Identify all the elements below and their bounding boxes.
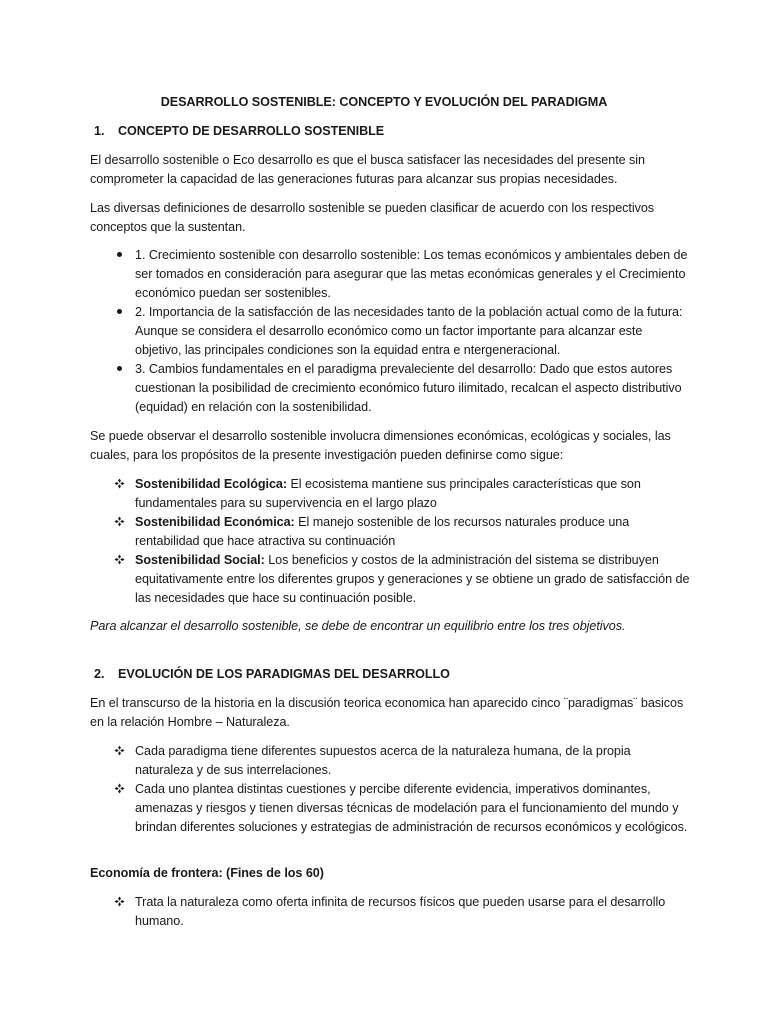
list-item xyxy=(90,513,690,551)
section-1-paragraph-3: Se puede observar el desarrollo sostenible involucra dimensiones económicas, ecológicas y sociales, las cuales, para los propósitos de la presente investigación pueden definirse como sigue: xyxy=(90,429,671,462)
dimension-term: Sostenibilidad Económica: xyxy=(135,515,295,529)
section-2-heading xyxy=(94,665,450,684)
list-item-text: Trata la naturaleza como oferta infinita de recursos físicos que pueden usarse para el desarrollo humano. xyxy=(135,895,666,928)
dimension-text: El manejo sostenible de los recursos naturales produce una rentabilidad que hace atractiva su continuación xyxy=(135,515,630,548)
list-item-text: 1. Crecimiento sostenible con desarrollo sostenible: Los temas económicos y ambientales deben de ser tomados en consideración para asegurar que las metas económicas generales y el Crecimiento económico puedan ser sostenibles. xyxy=(135,248,688,300)
four-diamond-bullet-icon xyxy=(114,783,125,794)
dimension-term: Sostenibilidad Ecológica: xyxy=(135,477,287,491)
italic-note: Para alcanzar el desarrollo sostenible, se debe de encontrar un equilibrio entre los tres objetivos. xyxy=(90,619,626,633)
section-1-paragraph-2: Las diversas definiciones de desarrollo sostenible se pueden clasificar de acuerdo con los respectivos conceptos que la sustentan. xyxy=(90,201,655,234)
section-1-number: 1. xyxy=(94,124,105,138)
four-diamond-bullet-icon xyxy=(114,516,125,527)
list-item-text: Cada paradigma tiene diferentes supuestos acerca de la naturaleza humana, de la propia naturaleza y de sus interrelaciones. xyxy=(135,744,631,777)
four-diamond-bullet-icon xyxy=(114,554,125,565)
section-1-paragraph-1: El desarrollo sostenible o Eco desarrollo es que el busca satisfacer las necesidades del presente sin comprometer la capacidad de las generaciones futuras para alcanzar sus propias necesidades. xyxy=(90,153,645,186)
concept-bullet-list xyxy=(90,246,690,417)
bullet-dot-icon xyxy=(117,309,122,314)
section-1-heading-text: CONCEPTO DE DESARROLLO SOSTENIBLE xyxy=(118,124,385,138)
list-item xyxy=(90,475,690,513)
section-1-heading xyxy=(94,122,384,141)
bullet-dot-icon xyxy=(117,366,122,371)
four-diamond-bullet-icon xyxy=(114,478,125,489)
list-item xyxy=(90,360,690,417)
list-item-text: Cada uno plantea distintas cuestiones y percibe diferente evidencia, imperativos dominantes, amenazas y riesgos y tienen diversas técnicas de modelación para el funcionamiento del mundo y brindan diferentes soluciones y estrategias de administración de recursos económicos y ecológicos. xyxy=(135,782,688,834)
list-item xyxy=(90,780,690,837)
list-item xyxy=(90,246,690,303)
four-diamond-bullet-icon xyxy=(114,896,125,907)
dimension-text: El ecosistema mantiene sus principales características que son fundamentales para su supervivencia en el largo plazo xyxy=(135,477,641,510)
dimensions-list xyxy=(90,475,690,608)
paradigm-bullet-list xyxy=(90,742,690,837)
list-item-text: 3. Cambios fundamentales en el paradigma prevaleciente del desarrollo: Dado que estos autores cuestionan la posibilidad de crecimiento económico futuro ilimitado, recalcan el aspecto distributivo (equidad) en relación con la sostenibilidad. xyxy=(135,362,682,414)
bullet-dot-icon xyxy=(117,252,122,257)
list-item xyxy=(90,893,690,931)
list-item-text: 2. Importancia de la satisfacción de las necesidades tanto de la población actual como de la futura: Aunque se considera el desarrollo económico como un factor importante para alcanzar este objetivo, las principales condiciones son la equidad entra e ntergeneracional. xyxy=(135,305,683,357)
subheading-frontier-economy: Economía de frontera: (Fines de los 60) xyxy=(90,866,324,880)
list-item xyxy=(90,742,690,780)
document-title: DESARROLLO SOSTENIBLE: CONCEPTO Y EVOLUCIÓN DEL PARADIGMA xyxy=(160,95,608,109)
dimension-text: Los beneficios y costos de la administración del sistema se distribuyen equitativamente entre los diferentes grupos y generaciones y se obtiene un grado de satisfacción de las necesidades que hace su continuación posible. xyxy=(135,553,690,605)
section-2-heading-text: EVOLUCIÓN DE LOS PARADIGMAS DEL DESARROLLO xyxy=(118,667,450,681)
list-item xyxy=(90,303,690,360)
section-2-paragraph-1: En el transcurso de la historia en la discusión teorica economica han aparecido cinco ¨paradigmas¨ basicos en la relación Hombre – Naturaleza. xyxy=(90,696,684,729)
section-2-number: 2. xyxy=(94,667,105,681)
list-item xyxy=(90,551,690,608)
frontier-economy-list xyxy=(90,893,690,931)
four-diamond-bullet-icon xyxy=(114,745,125,756)
dimension-term: Sostenibilidad Social: xyxy=(135,553,265,567)
